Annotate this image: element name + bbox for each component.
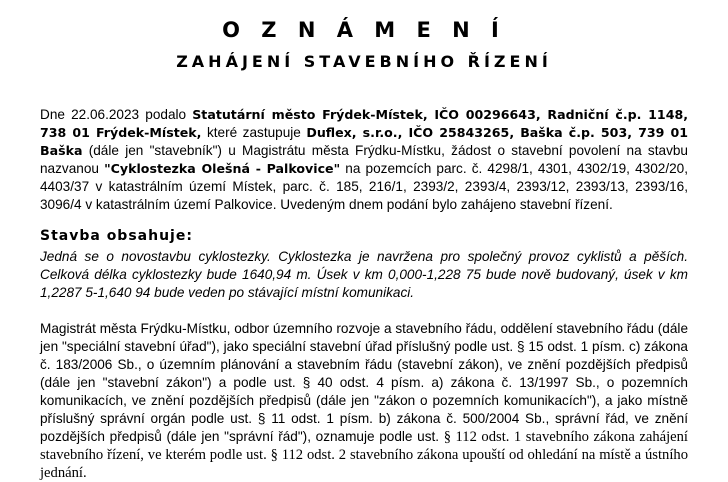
document-subtitle: ZAHÁJENÍ STAVEBNÍHO ŘÍZENÍ	[176, 52, 552, 71]
intro-text-2: které zastupuje	[201, 125, 307, 140]
section-heading-stavba: Stavba obsahuje:	[40, 228, 193, 244]
magistrat-text-serif: § 112 odst. 1 stavebního zákona zahájení stavebního řízení, ve kterém podle ust. § 112 odst. 2 stavebního zákona upouští od ohledání na místě a ústního jednání.	[40, 429, 688, 481]
stavba-description: Jedná se o novostavbu cyklostezky. Cyklostezka je navržena pro společný provoz cyklistů a pěších. Celková délka cyklostezky bude 1640,94 m. Úsek v km 0,000-1,228 75 bude nově budovaný, úsek v km 1,2287 5-1,640 94 bude veden po stávající místní komunikaci.	[40, 249, 688, 300]
project-name: "Cyklostezka Olešná - Palkovice"	[104, 161, 341, 176]
intro-text-4: na pozemcích parc. č. 4298/1, 4301, 4302/19, 4302/20, 4403/37 v katastrálním území Místek, parc. č. 185, 216/1, 2393/2, 2393/4, 2393/12, 2393/13, 2393/16, 3096/4 v katastrálním území Palkovice. Uvedeným dnem podání bylo zahájeno stavební řízení.	[40, 161, 689, 212]
magistrat-paragraph	[40, 320, 688, 482]
applicant-name: Statutární město Frýdek-Místek, IČO 00296643, Radniční č.p. 1148, 738 01 Frýdek-Místek,	[40, 107, 689, 140]
representative-name: Duflex, s.r.o., IČO 25843265, Baška č.p. 503, 739 01 Baška	[40, 125, 689, 158]
intro-text-1: Dne 22.06.2023 podalo	[40, 107, 193, 122]
document-title: O Z N Á M E N Í	[222, 18, 506, 42]
intro-paragraph	[40, 106, 688, 214]
intro-text-3: (dále jen "stavebník") u Magistrátu města Frýdku-Místku, žádost o stavební povolení na stavbu nazvanou	[40, 143, 688, 176]
magistrat-text: Magistrát města Frýdku-Místku, odbor územního rozvoje a stavebního řádu, oddělení stavebního řádu (dále jen "speciální stavební úřad"), jako speciální stavební úřad příslušný podle ust. § 15 odst. 1 písm. c) zákona č. 183/2006 Sb., o územním plánování a stavebním řádu (stavební zákon), ve znění pozdějších předpisů (dále jen "stavební zákon") a podle ust. § 40 odst. 4 písm. a) zákona č. 13/1997 Sb., o pozemních komunikacích, ve znění pozdějších předpisů (dále jen "zákon o pozemních komunikacích"), a jako místně příslušný správní orgán podle ust. § 11 odst. 1 písm. b) zákona č. 500/2004 Sb., správní řád, ve znění pozdějších předpisů (dále jen "správní řád"), oznamuje podle ust.	[40, 321, 688, 444]
